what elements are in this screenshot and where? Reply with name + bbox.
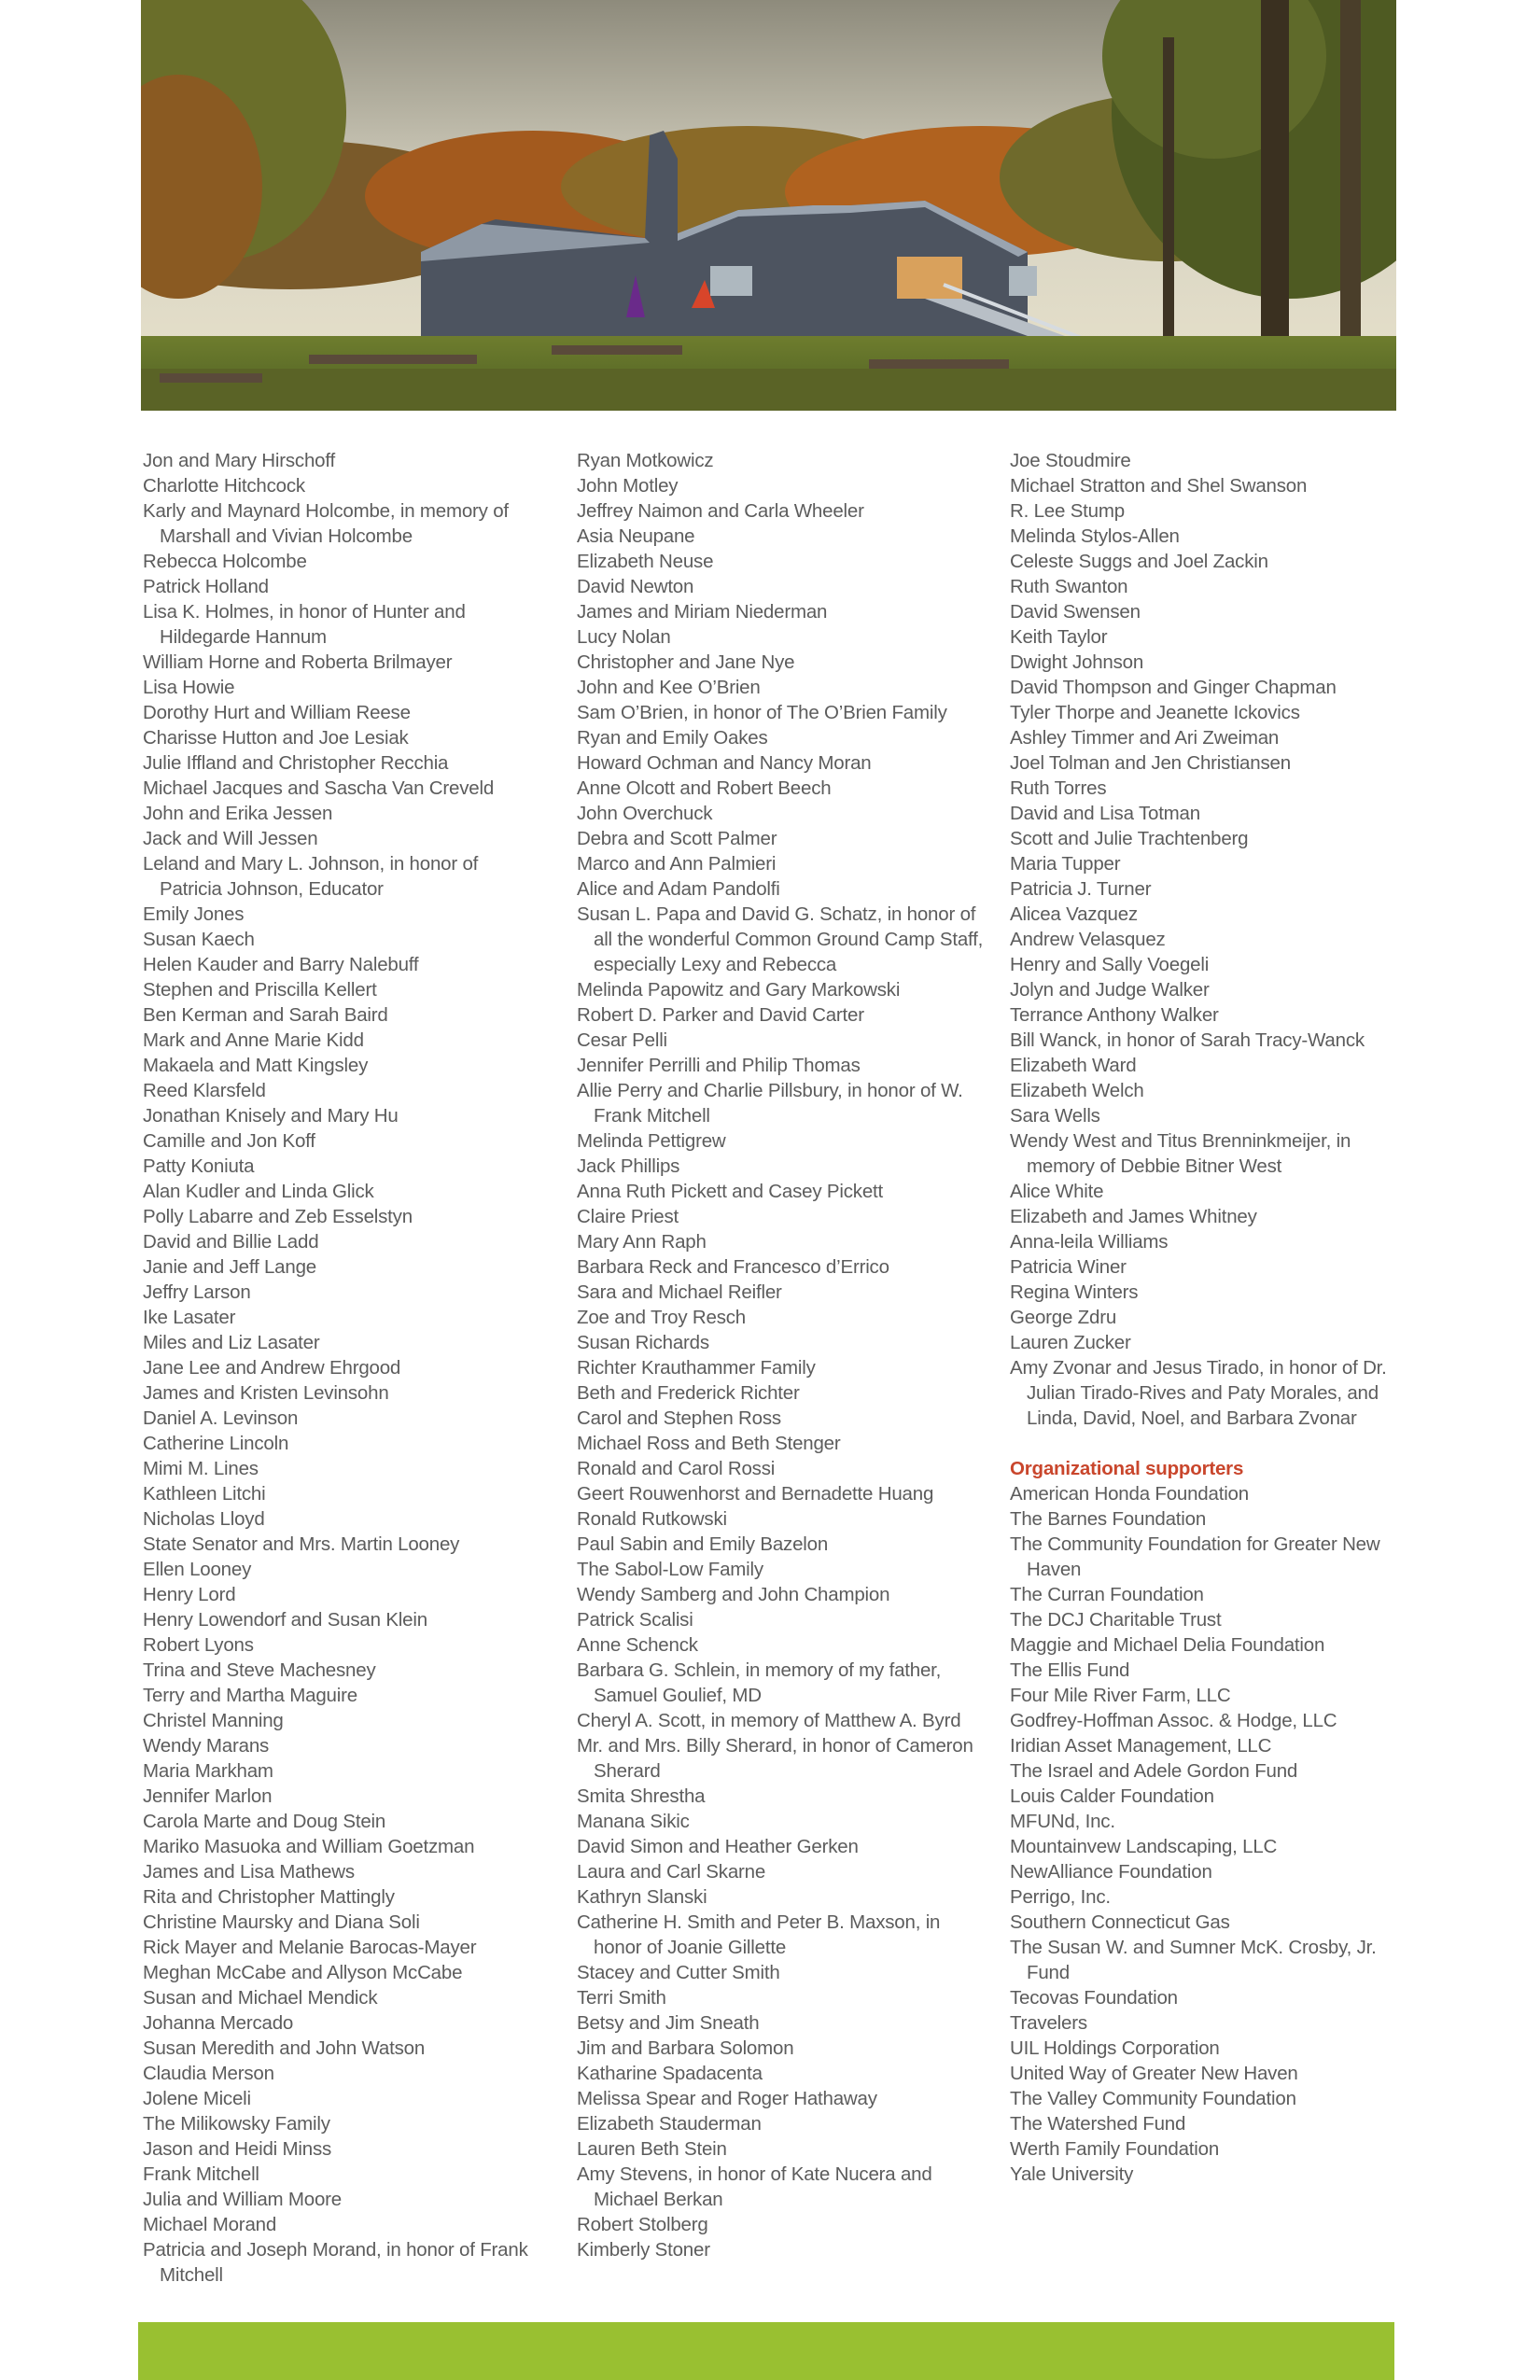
list-item: Asia Neupane (577, 525, 695, 547)
list-item: Joel Tolman and Jen Christiansen (1010, 752, 1291, 774)
organizational-supporters-heading: Organizational supporters (1010, 1458, 1244, 1479)
list-item: Ronald and Carol Rossi (577, 1458, 776, 1479)
list-item: Wendy Marans (143, 1735, 270, 1757)
list-item: The Ellis Fund (1010, 1659, 1130, 1681)
list-item: Geert Rouwenhorst and Bernadette Huang (577, 1483, 934, 1505)
list-item: Jack Phillips (577, 1155, 680, 1177)
list-item: Susan Kaech (143, 929, 255, 950)
list-item: Amy Zvonar and Jesus Tirado, in honor of Dr. Julian Tirado-Rives and Paty Morales, and Linda, David, Noel, and Barbara Zvonar (1010, 1357, 1387, 1429)
list-item: Rebecca Holcombe (143, 551, 307, 572)
list-item: Jonathan Knisely and Mary Hu (143, 1105, 399, 1127)
list-item: Allie Perry and Charlie Pillsbury, in honor of W. Frank Mitchell (577, 1080, 963, 1127)
list-item: Lauren Zucker (1010, 1332, 1131, 1353)
list-item: Ronald Rutkowski (577, 1508, 727, 1530)
list-item: Scott and Julie Trachtenberg (1010, 828, 1249, 849)
donor-column-3 (1010, 448, 1411, 2187)
list-item: David Thompson and Ginger Chapman (1010, 677, 1337, 698)
list-item: Marco and Ann Palmieri (577, 853, 777, 875)
list-item: Claudia Merson (143, 2063, 274, 2084)
list-item: Susan Meredith and John Watson (143, 2037, 426, 2059)
list-item: Anne Olcott and Robert Beech (577, 777, 832, 799)
list-item: The Curran Foundation (1010, 1584, 1204, 1605)
list-item: John Motley (577, 475, 679, 497)
list-item: Beth and Frederick Richter (577, 1382, 800, 1404)
list-item: The Israel and Adele Gordon Fund (1010, 1760, 1298, 1782)
list-item: Alicea Vazquez (1010, 903, 1138, 925)
list-item: Rick Mayer and Melanie Barocas-Mayer (143, 1937, 477, 1958)
list-item: American Honda Foundation (1010, 1483, 1249, 1505)
list-item: Sara Wells (1010, 1105, 1100, 1127)
list-item: The Valley Community Foundation (1010, 2088, 1296, 2109)
list-item: Godfrey-Hoffman Assoc. & Hodge, LLC (1010, 1710, 1337, 1731)
list-item: Mariko Masuoka and William Goetzman (143, 1836, 475, 1857)
list-item: John Overchuck (577, 803, 713, 824)
list-item: The DCJ Charitable Trust (1010, 1609, 1222, 1631)
list-item: Tyler Thorpe and Jeanette Ickovics (1010, 702, 1300, 723)
list-item: Ryan Motkowicz (577, 450, 714, 471)
list-item: John and Erika Jessen (143, 803, 333, 824)
list-item: Trina and Steve Machesney (143, 1659, 376, 1681)
list-item: Henry and Sally Voegeli (1010, 954, 1210, 975)
list-item: Patrick Scalisi (577, 1609, 693, 1631)
list-item: Lisa K. Holmes, in honor of Hunter and Hildegarde Hannum (143, 601, 466, 648)
list-item: Melinda Stylos-Allen (1010, 525, 1180, 547)
list-item: Camille and Jon Koff (143, 1130, 315, 1152)
list-item: Patty Koniuta (143, 1155, 255, 1177)
list-item: Werth Family Foundation (1010, 2138, 1220, 2160)
list-item: Alan Kudler and Linda Glick (143, 1181, 374, 1202)
list-item: Jack and Will Jessen (143, 828, 318, 849)
list-item: Maria Tupper (1010, 853, 1121, 875)
list-item: James and Lisa Mathews (143, 1861, 355, 1883)
list-item: Louis Calder Foundation (1010, 1785, 1214, 1807)
list-item: Elizabeth Welch (1010, 1080, 1144, 1101)
list-item: Stephen and Priscilla Kellert (143, 979, 377, 1001)
list-item: John and Kee O’Brien (577, 677, 761, 698)
list-item: David Swensen (1010, 601, 1141, 623)
list-item: Kimberly Stoner (577, 2239, 710, 2261)
list-item: The Community Foundation for Greater New Haven (1010, 1533, 1380, 1580)
list-item: Travelers (1010, 2012, 1087, 2034)
list-item: Reed Klarsfeld (143, 1080, 266, 1101)
list-item: Four Mile River Farm, LLC (1010, 1685, 1231, 1706)
list-item: Iridian Asset Management, LLC (1010, 1735, 1272, 1757)
list-item: NewAlliance Foundation (1010, 1861, 1212, 1883)
list-item: Stacey and Cutter Smith (577, 1962, 780, 1983)
list-item: The Barnes Foundation (1010, 1508, 1207, 1530)
list-item: Christine Maursky and Diana Soli (143, 1911, 420, 1933)
list-item: Andrew Velasquez (1010, 929, 1166, 950)
list-item: Terrance Anthony Walker (1010, 1004, 1219, 1026)
donor-column-1 (143, 448, 544, 2288)
list-item: David Simon and Heather Gerken (577, 1836, 859, 1857)
list-item: Jennifer Marlon (143, 1785, 273, 1807)
list-item: Jim and Barbara Solomon (577, 2037, 794, 2059)
list-item: Mark and Anne Marie Kidd (143, 1029, 364, 1051)
list-item: Sara and Michael Reifler (577, 1281, 782, 1303)
header-photo (141, 0, 1396, 411)
list-item: Terri Smith (577, 1987, 666, 2009)
list-item: Nicholas Lloyd (143, 1508, 265, 1530)
list-item: Paul Sabin and Emily Bazelon (577, 1533, 829, 1555)
list-item: Jeffry Larson (143, 1281, 251, 1303)
list-item: Richter Krauthammer Family (577, 1357, 816, 1379)
list-item: Lucy Nolan (577, 626, 671, 648)
list-item: Laura and Carl Skarne (577, 1861, 766, 1883)
list-item: Susan Richards (577, 1332, 709, 1353)
list-item: Christopher and Jane Nye (577, 651, 795, 673)
list-item: Patricia and Joseph Morand, in honor of Frank Mitchell (143, 2239, 528, 2286)
list-item: MFUNd, Inc. (1010, 1811, 1115, 1832)
list-item: Ashley Timmer and Ari Zweiman (1010, 727, 1280, 749)
list-item: Betsy and Jim Sneath (577, 2012, 760, 2034)
list-item: Joe Stoudmire (1010, 450, 1131, 471)
list-item: Jennifer Perrilli and Philip Thomas (577, 1055, 861, 1076)
list-item: Bill Wanck, in honor of Sarah Tracy-Wanck (1010, 1029, 1365, 1051)
list-item: Makaela and Matt Kingsley (143, 1055, 369, 1076)
list-item: Barbara Reck and Francesco d’Errico (577, 1256, 889, 1278)
list-item: Cesar Pelli (577, 1029, 667, 1051)
list-item: Ellen Looney (143, 1559, 252, 1580)
list-item: Julie Iffland and Christopher Recchia (143, 752, 449, 774)
list-item: Mimi M. Lines (143, 1458, 259, 1479)
list-item: Karly and Maynard Holcombe, in memory of Marshall and Vivian Holcombe (143, 500, 509, 547)
list-item: Keith Taylor (1010, 626, 1108, 648)
list-item: Michael Stratton and Shel Swanson (1010, 475, 1308, 497)
list-item: William Horne and Roberta Brilmayer (143, 651, 453, 673)
list-item: Catherine Lincoln (143, 1433, 289, 1454)
list-item: David Newton (577, 576, 694, 597)
list-item: Kathleen Litchi (143, 1483, 266, 1505)
list-item: Elizabeth and James Whitney (1010, 1206, 1257, 1227)
list-item: Sam O’Brien, in honor of The O’Brien Family (577, 702, 947, 723)
list-item: Julia and William Moore (143, 2189, 343, 2210)
list-item: Melinda Papowitz and Gary Markowski (577, 979, 901, 1001)
list-item: Janie and Jeff Lange (143, 1256, 316, 1278)
list-item: Dorothy Hurt and William Reese (143, 702, 411, 723)
donor-list-3 (1010, 448, 1411, 1431)
list-item: The Milikowsky Family (143, 2113, 330, 2135)
list-item: Robert D. Parker and David Carter (577, 1004, 864, 1026)
list-item: Zoe and Troy Resch (577, 1307, 746, 1328)
list-item: Mountainvew Landscaping, LLC (1010, 1836, 1278, 1857)
list-item: Susan L. Papa and David G. Schatz, in honor of all the wonderful Common Ground Camp Staff, especially Lexy and Rebecca (577, 903, 984, 975)
list-item: Barbara G. Schlein, in memory of my father, Samuel Goulief, MD (577, 1659, 942, 1706)
list-item: State Senator and Mrs. Martin Looney (143, 1533, 460, 1555)
list-item: James and Miriam Niederman (577, 601, 828, 623)
list-item: The Susan W. and Sumner McK. Crosby, Jr. Fund (1010, 1937, 1377, 1983)
list-item: Wendy Samberg and John Champion (577, 1584, 890, 1605)
list-item: Debra and Scott Palmer (577, 828, 777, 849)
list-item: Henry Lowendorf and Susan Klein (143, 1609, 427, 1631)
list-item: Howard Ochman and Nancy Moran (577, 752, 872, 774)
list-item: Michael Ross and Beth Stenger (577, 1433, 841, 1454)
list-item: Anne Schenck (577, 1634, 698, 1656)
list-item: Jon and Mary Hirschoff (143, 450, 336, 471)
list-item: Melissa Spear and Roger Hathaway (577, 2088, 877, 2109)
list-item: James and Kristen Levinsohn (143, 1382, 389, 1404)
list-item: Dwight Johnson (1010, 651, 1144, 673)
list-item: Ike Lasater (143, 1307, 236, 1328)
list-item: Christel Manning (143, 1710, 284, 1731)
list-item: Terry and Martha Maguire (143, 1685, 357, 1706)
list-item: Elizabeth Ward (1010, 1055, 1137, 1076)
list-item: Jolyn and Judge Walker (1010, 979, 1210, 1001)
list-item: Ruth Swanton (1010, 576, 1128, 597)
list-item: Amy Stevens, in honor of Kate Nucera and Michael Berkan (577, 2163, 932, 2210)
footer-bar (138, 2322, 1394, 2380)
organizational-supporters-list (1010, 1481, 1411, 2187)
list-item: Ryan and Emily Oakes (577, 727, 768, 749)
list-item: The Watershed Fund (1010, 2113, 1186, 2135)
list-item: Tecovas Foundation (1010, 1987, 1178, 2009)
list-item: Mary Ann Raph (577, 1231, 707, 1253)
list-item: Southern Connecticut Gas (1010, 1911, 1230, 1933)
list-item: Miles and Liz Lasater (143, 1332, 320, 1353)
list-item: R. Lee Stump (1010, 500, 1125, 522)
list-item: Celeste Suggs and Joel Zackin (1010, 551, 1268, 572)
list-item: Michael Morand (143, 2214, 277, 2235)
list-item: Henry Lord (143, 1584, 236, 1605)
list-item: George Zdru (1010, 1307, 1117, 1328)
list-item: Meghan McCabe and Allyson McCabe (143, 1962, 463, 1983)
list-item: David and Lisa Totman (1010, 803, 1200, 824)
list-item: Elizabeth Neuse (577, 551, 714, 572)
list-item: David and Billie Ladd (143, 1231, 319, 1253)
list-item: Robert Lyons (143, 1634, 254, 1656)
list-item: Charlotte Hitchcock (143, 475, 305, 497)
list-item: Regina Winters (1010, 1281, 1139, 1303)
list-item: Alice and Adam Pandolfi (577, 878, 780, 900)
list-item: Jeffrey Naimon and Carla Wheeler (577, 500, 864, 522)
list-item: Alice White (1010, 1181, 1104, 1202)
list-item: Jason and Heidi Minss (143, 2138, 332, 2160)
list-item: The Sabol-Low Family (577, 1559, 763, 1580)
list-item: Kathryn Slanski (577, 1886, 707, 1908)
list-item: Charisse Hutton and Joe Lesiak (143, 727, 409, 749)
list-item: Elizabeth Stauderman (577, 2113, 762, 2135)
list-item: Robert Stolberg (577, 2214, 708, 2235)
list-item: Polly Labarre and Zeb Esselstyn (143, 1206, 413, 1227)
list-item: Maria Markham (143, 1760, 273, 1782)
list-item: Michael Jacques and Sascha Van Creveld (143, 777, 495, 799)
list-item: Ben Kerman and Sarah Baird (143, 1004, 388, 1026)
list-item: United Way of Greater New Haven (1010, 2063, 1298, 2084)
list-item: Maggie and Michael Delia Foundation (1010, 1634, 1325, 1656)
list-item: Carola Marte and Doug Stein (143, 1811, 386, 1832)
list-item: Jane Lee and Andrew Ehrgood (143, 1357, 401, 1379)
list-item: Yale University (1010, 2163, 1134, 2185)
list-item: Patricia J. Turner (1010, 878, 1152, 900)
list-item: Lisa Howie (143, 677, 235, 698)
list-item: Daniel A. Levinson (143, 1407, 299, 1429)
list-item: Patricia Winer (1010, 1256, 1127, 1278)
list-item: Anna Ruth Pickett and Casey Pickett (577, 1181, 884, 1202)
list-item: Ruth Torres (1010, 777, 1107, 799)
list-item: Susan and Michael Mendick (143, 1987, 378, 2009)
building-photo-illustration (141, 0, 1396, 411)
list-item: Smita Shrestha (577, 1785, 706, 1807)
list-item: Rita and Christopher Mattingly (143, 1886, 395, 1908)
list-item: Wendy West and Titus Brenninkmeijer, in memory of Debbie Bitner West (1010, 1130, 1351, 1177)
list-item: UIL Holdings Corporation (1010, 2037, 1220, 2059)
list-item: Perrigo, Inc. (1010, 1886, 1111, 1908)
list-item: Jolene Miceli (143, 2088, 251, 2109)
list-item: Katharine Spadacenta (577, 2063, 763, 2084)
list-item: Leland and Mary L. Johnson, in honor of Patricia Johnson, Educator (143, 853, 479, 900)
list-item: Johanna Mercado (143, 2012, 294, 2034)
list-item: Catherine H. Smith and Peter B. Maxson, in honor of Joanie Gillette (577, 1911, 941, 1958)
donor-column-2 (577, 448, 987, 2262)
list-item: Manana Sikic (577, 1811, 690, 1832)
list-item: Helen Kauder and Barry Nalebuff (143, 954, 419, 975)
section-spacer (1010, 1431, 1411, 1456)
list-item: Melinda Pettigrew (577, 1130, 726, 1152)
list-item: Cheryl A. Scott, in memory of Matthew A. Byrd (577, 1710, 961, 1731)
list-item: Patrick Holland (143, 576, 269, 597)
list-item: Mr. and Mrs. Billy Sherard, in honor of Cameron Sherard (577, 1735, 973, 1782)
list-item: Carol and Stephen Ross (577, 1407, 781, 1429)
list-item: Claire Priest (577, 1206, 679, 1227)
list-item: Frank Mitchell (143, 2163, 259, 2185)
list-item: Anna-leila Williams (1010, 1231, 1169, 1253)
list-item: Emily Jones (143, 903, 245, 925)
list-item: Lauren Beth Stein (577, 2138, 727, 2160)
